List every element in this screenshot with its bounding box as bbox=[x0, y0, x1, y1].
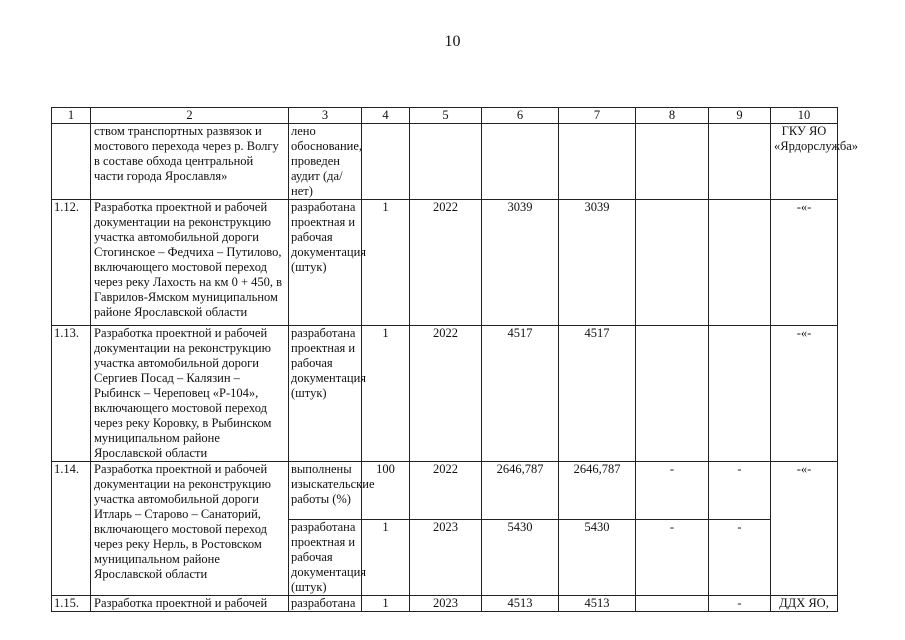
amount-cell: 2646,787 bbox=[559, 462, 636, 520]
table-row bbox=[52, 326, 838, 462]
column-header: 2 bbox=[91, 108, 289, 124]
year-cell: 2022 bbox=[410, 200, 482, 326]
amount-cell bbox=[709, 200, 771, 326]
executor-cell: -«- bbox=[771, 462, 838, 596]
indicator-cell: выполнены изыскательские работы (%) bbox=[289, 462, 362, 520]
column-header: 9 bbox=[709, 108, 771, 124]
amount-cell: 5430 bbox=[559, 520, 636, 596]
amount-cell bbox=[482, 124, 559, 200]
amount-cell: 4513 bbox=[482, 596, 559, 612]
value-cell: 1 bbox=[362, 326, 410, 462]
item-name-cell: Разработка проектной и рабочей документации на реконструкцию участка автомобильной дороги Итларь – Старово – Санаторий, включающего мостовой переход через реку Нерль, в Ростовском муниципальном районе Ярославской области bbox=[91, 462, 289, 596]
column-header: 3 bbox=[289, 108, 362, 124]
column-header: 5 bbox=[410, 108, 482, 124]
executor-cell: -«- bbox=[771, 200, 838, 326]
amount-cell bbox=[636, 200, 709, 326]
table-row bbox=[52, 200, 838, 326]
column-number-row bbox=[52, 108, 838, 124]
indicator-cell: разработана проектная и рабочая документация (штук) bbox=[289, 200, 362, 326]
amount-cell: - bbox=[709, 520, 771, 596]
amount-cell bbox=[559, 124, 636, 200]
amount-cell: - bbox=[636, 462, 709, 520]
item-name-cell: Разработка проектной и рабочей документации на реконструкцию участка автомобильной дороги Стогинское – Федчиха – Путилово, включающего мостовой переход через реку Лахость на км 0 + 450, в Гаврилов-Ямском муниципальном районе Ярославской области bbox=[91, 200, 289, 326]
year-cell: 2022 bbox=[410, 462, 482, 520]
year-cell: 2023 bbox=[410, 520, 482, 596]
indicator-cell: лено обоснование, проведен аудит (да/нет) bbox=[289, 124, 362, 200]
amount-cell bbox=[636, 124, 709, 200]
page-number: 10 bbox=[444, 33, 461, 50]
item-name-cell: Разработка проектной и рабочей документации на реконструкцию участка автомобильной дороги Сергиев Посад – Калязин – Рыбинск – Череповец «Р-104», включающего мостовой переход через реку Коровку, в Рыбинском муниципальном районе Ярославской области bbox=[91, 326, 289, 462]
value-cell: 1 bbox=[362, 200, 410, 326]
amount-cell: 4513 bbox=[559, 596, 636, 612]
column-header: 6 bbox=[482, 108, 559, 124]
column-header: 7 bbox=[559, 108, 636, 124]
program-table bbox=[51, 107, 859, 612]
amount-cell: 3039 bbox=[559, 200, 636, 326]
item-number-cell: 1.13. bbox=[52, 326, 91, 462]
year-cell: 2023 bbox=[410, 596, 482, 612]
item-number-cell: 1.15. bbox=[52, 596, 91, 612]
table-row bbox=[52, 462, 838, 520]
column-header: 10 bbox=[771, 108, 838, 124]
amount-cell: 4517 bbox=[559, 326, 636, 462]
amount-cell: 3039 bbox=[482, 200, 559, 326]
amount-cell bbox=[636, 596, 709, 612]
amount-cell: - bbox=[636, 520, 709, 596]
year-cell bbox=[410, 124, 482, 200]
value-cell: 100 bbox=[362, 462, 410, 520]
item-name-cell: Разработка проектной и рабочей bbox=[91, 596, 289, 612]
item-number-cell: 1.14. bbox=[52, 462, 91, 596]
amount-cell: 4517 bbox=[482, 326, 559, 462]
executor-cell: -«- bbox=[771, 326, 838, 462]
executor-cell: ДДХ ЯО, bbox=[771, 596, 838, 612]
value-cell: 1 bbox=[362, 520, 410, 596]
indicator-cell: разработана проектная и рабочая документация (штук) bbox=[289, 326, 362, 462]
column-header: 1 bbox=[52, 108, 91, 124]
item-number-cell: 1.12. bbox=[52, 200, 91, 326]
amount-cell bbox=[709, 124, 771, 200]
table-row bbox=[52, 596, 838, 612]
item-number-cell bbox=[52, 124, 91, 200]
amount-cell: 2646,787 bbox=[482, 462, 559, 520]
amount-cell bbox=[636, 326, 709, 462]
value-cell bbox=[362, 124, 410, 200]
executor-cell: ГКУ ЯО «Ярдорслужба» bbox=[771, 124, 838, 200]
amount-cell: - bbox=[709, 462, 771, 520]
indicator-cell: разработана bbox=[289, 596, 362, 612]
amount-cell bbox=[709, 326, 771, 462]
column-header: 4 bbox=[362, 108, 410, 124]
column-header: 8 bbox=[636, 108, 709, 124]
year-cell: 2022 bbox=[410, 326, 482, 462]
amount-cell: - bbox=[709, 596, 771, 612]
table-row bbox=[52, 124, 838, 200]
item-name-cell: ством транспортных развязок и мостового перехода через р. Волгу в составе обхода центральной части города Ярославля» bbox=[91, 124, 289, 200]
amount-cell: 5430 bbox=[482, 520, 559, 596]
value-cell: 1 bbox=[362, 596, 410, 612]
indicator-cell: разработана проектная и рабочая документация (штук) bbox=[289, 520, 362, 596]
